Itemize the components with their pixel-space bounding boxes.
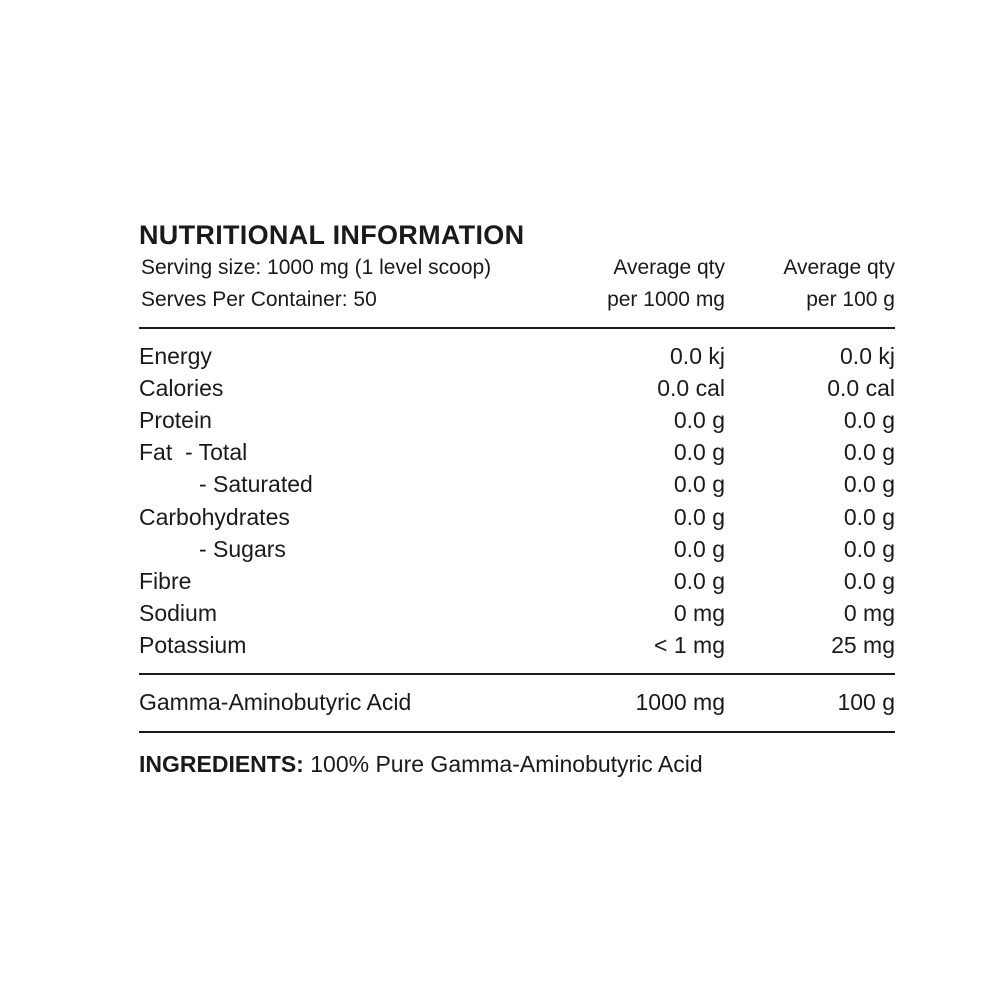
nutrient-per-100g: 0.0 g [843, 503, 895, 530]
nutrient-per-serving: 0.0 g [673, 567, 725, 594]
nutrient-per-serving: 0.0 g [673, 471, 725, 498]
nutrition-panel [139, 218, 895, 795]
nutrient-row [139, 501, 895, 533]
nutrient-per-serving: < 1 mg [654, 632, 725, 659]
nutrient-row [139, 340, 895, 372]
nutrient-row [139, 598, 895, 630]
nutrient-per-serving: 0.0 g [673, 503, 725, 530]
ingredients-text: 100% Pure Gamma-Aminobutyric Acid [303, 750, 703, 777]
col2-heading-line1: Average qty [613, 256, 725, 279]
nutrient-per-100g: 0.0 g [843, 439, 895, 466]
nutrient-row [139, 533, 895, 565]
nutrient-per-serving: 0.0 g [673, 439, 725, 466]
nutrient-per-100g: 0 mg [843, 600, 895, 627]
active-ingredient-per-100g: 100 g [837, 689, 895, 716]
nutrient-row [139, 630, 895, 662]
header-row-1 [139, 252, 895, 284]
nutrient-per-serving: 0.0 kj [670, 342, 725, 369]
nutrient-name: - Saturated [199, 471, 313, 498]
nutrient-name: Fibre [139, 567, 192, 594]
nutrient-row [139, 404, 895, 436]
nutrient-per-100g: 0.0 g [843, 406, 895, 433]
nutrient-name: Carbohydrates [139, 503, 290, 530]
nutrient-row [139, 372, 895, 404]
nutrient-name: Sodium [139, 600, 217, 627]
col2-heading-line2: per 1000 mg [607, 288, 725, 311]
nutrient-name: Fat - Total [139, 439, 248, 466]
col3-heading-line1: Average qty [783, 256, 895, 279]
nutrient-row [139, 437, 895, 469]
active-ingredient-name: Gamma-Aminobutyric Acid [139, 689, 412, 716]
nutrient-per-serving: 0 mg [673, 600, 725, 627]
nutrient-row [139, 469, 895, 501]
active-ingredient-row [139, 675, 895, 731]
header-row-2 [139, 284, 895, 316]
nutrient-per-serving: 0.0 g [673, 406, 725, 433]
panel-title: NUTRITIONAL INFORMATION [139, 220, 525, 250]
nutrient-name: Protein [139, 406, 212, 433]
nutrient-name: Potassium [139, 632, 247, 659]
ingredients-label: INGREDIENTS: [139, 750, 304, 777]
nutrient-name: - Sugars [199, 535, 286, 562]
ingredients-line [139, 733, 895, 795]
nutrient-per-serving: 0.0 g [673, 535, 725, 562]
nutrient-row [139, 565, 895, 597]
nutrient-rows [139, 329, 895, 673]
nutrient-per-100g: 0.0 g [843, 567, 895, 594]
active-ingredient-per-serving: 1000 mg [635, 689, 725, 716]
nutrient-per-100g: 0.0 g [843, 535, 895, 562]
nutrient-per-100g: 0.0 cal [827, 374, 895, 401]
col3-heading-line2: per 100 g [806, 288, 895, 311]
nutrient-name: Calories [139, 374, 224, 401]
serving-size: Serving size: 1000 mg (1 level scoop) [141, 256, 492, 279]
nutrient-per-100g: 0.0 g [843, 471, 895, 498]
nutrient-name: Energy [139, 342, 212, 369]
nutrient-per-serving: 0.0 cal [657, 374, 725, 401]
nutrient-per-100g: 0.0 kj [840, 342, 895, 369]
nutrient-per-100g: 25 mg [831, 632, 895, 659]
serves-per-container: Serves Per Container: 50 [141, 288, 377, 311]
